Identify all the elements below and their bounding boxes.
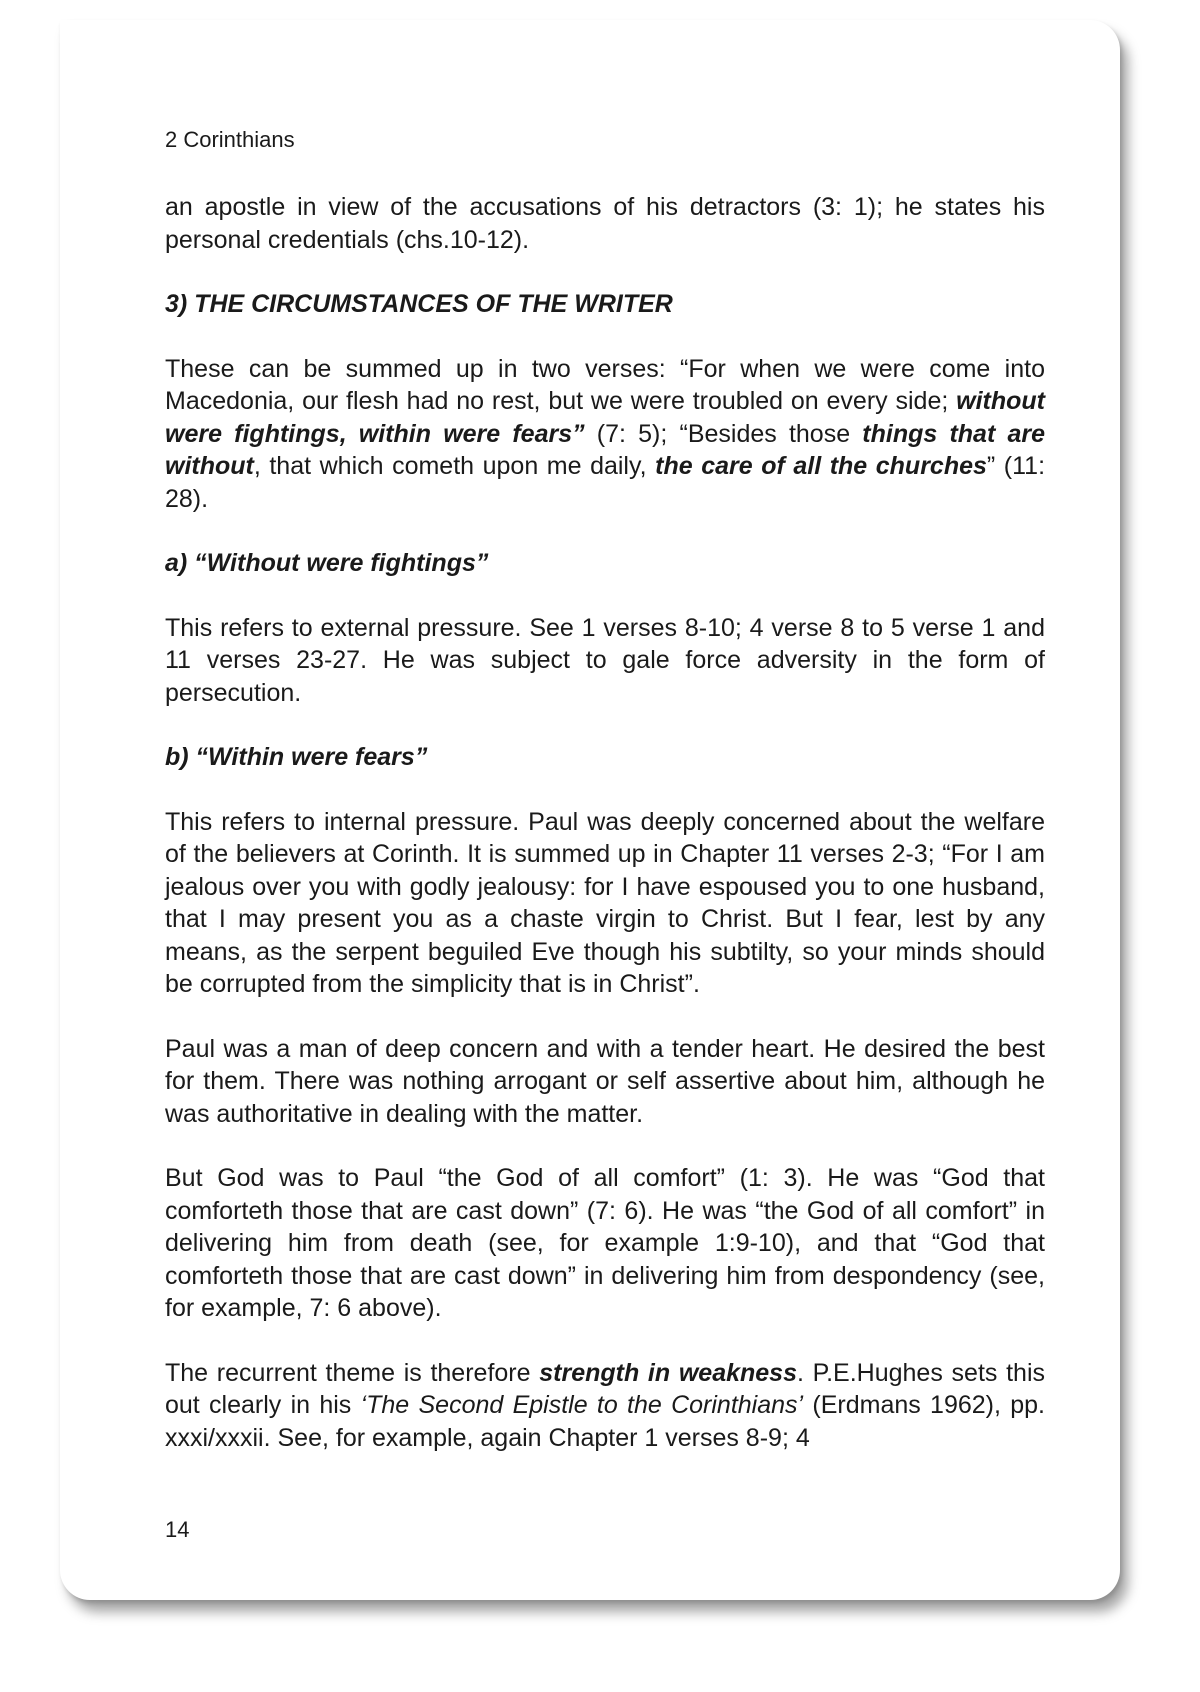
paragraph-2 (165, 353, 1045, 516)
p7-book-title: ‘The Second Epistle to the Corinthians’ (360, 1391, 804, 1419)
subheading-within-fears: b) “Within were fears” (165, 743, 428, 771)
p2-text-4: ” (11: 28). (165, 452, 1046, 513)
running-head: 2 Corinthians (165, 127, 295, 152)
paragraph-6: But God was to Paul “the God of all comfort” (1: 3). He was “God that comforteth those that are cast down” (7: 6). He was “the God of all comfort” in delivering him from death (see, for example 1:9-10), and that “God that comforteth those that are cast down” in delivering him from despondency (see, for example, 7: 6 above). (165, 1164, 1045, 1322)
p2-emphasis-1: without were fightings, within were fears” (165, 387, 1045, 448)
subheading-without-fightings: a) “Without were fightings” (165, 549, 489, 577)
p2-text-1: These can be summed up in two verses: “For when we were come into Macedonia, our flesh had no rest, but we were troubled on every side; (165, 354, 1045, 415)
p2-emphasis-3: the care of all the churches (655, 452, 987, 480)
p7-emphasis-1: strength in weakness (539, 1358, 797, 1387)
p2-emphasis-2: things that are without (165, 419, 1045, 480)
paragraph-5: Paul was a man of deep concern and with a tender heart. He desired the best for them. There was nothing arrogant or self assertive about him, although he was authoritative in dealing with the matter. (165, 1034, 1045, 1128)
p7-text-1: The recurrent theme is therefore (165, 1358, 540, 1387)
paragraph-7 (165, 1357, 1045, 1455)
page-number: 14 (165, 1517, 190, 1542)
section-heading-circumstances: 3) THE CIRCUMSTANCES OF THE WRITER (165, 290, 673, 318)
paragraph-3: This refers to external pressure. See 1 verses 8-10; 4 verse 8 to 5 verse 1 and 11 verses 23-27. He was subject to gale force adversity in the form of persecution. (165, 613, 1045, 707)
p2-text-2: (7: 5); “Besides those (584, 419, 863, 448)
p2-text-3: , that which cometh upon me daily, (253, 452, 656, 480)
paragraph-1: an apostle in view of the accusations of his detractors (3: 1); he states his personal credentials (chs.10-12). (165, 193, 1045, 254)
p7-text-3: (Erdmans 1962), pp. xxxi/xxxii. See, for example, again Chapter 1 verses 8-9; 4 (165, 1391, 1045, 1452)
paragraph-4: This refers to internal pressure. Paul was deeply concerned about the welfare of the believers at Corinth. It is summed up in Chapter 11 verses 2-3; “For I am jealous over you with godly jealousy: for I have espoused you to one husband, that I may present you as a chaste virgin to Christ. But I fear, lest by any means, as the serpent beguiled Eve though his subtilty, so your minds should be corrupted from the simplicity that is in Christ”. (165, 807, 1045, 998)
page-body (165, 125, 1045, 1486)
p7-text-2: . P.E.Hughes sets this out clearly in his (165, 1358, 1045, 1419)
